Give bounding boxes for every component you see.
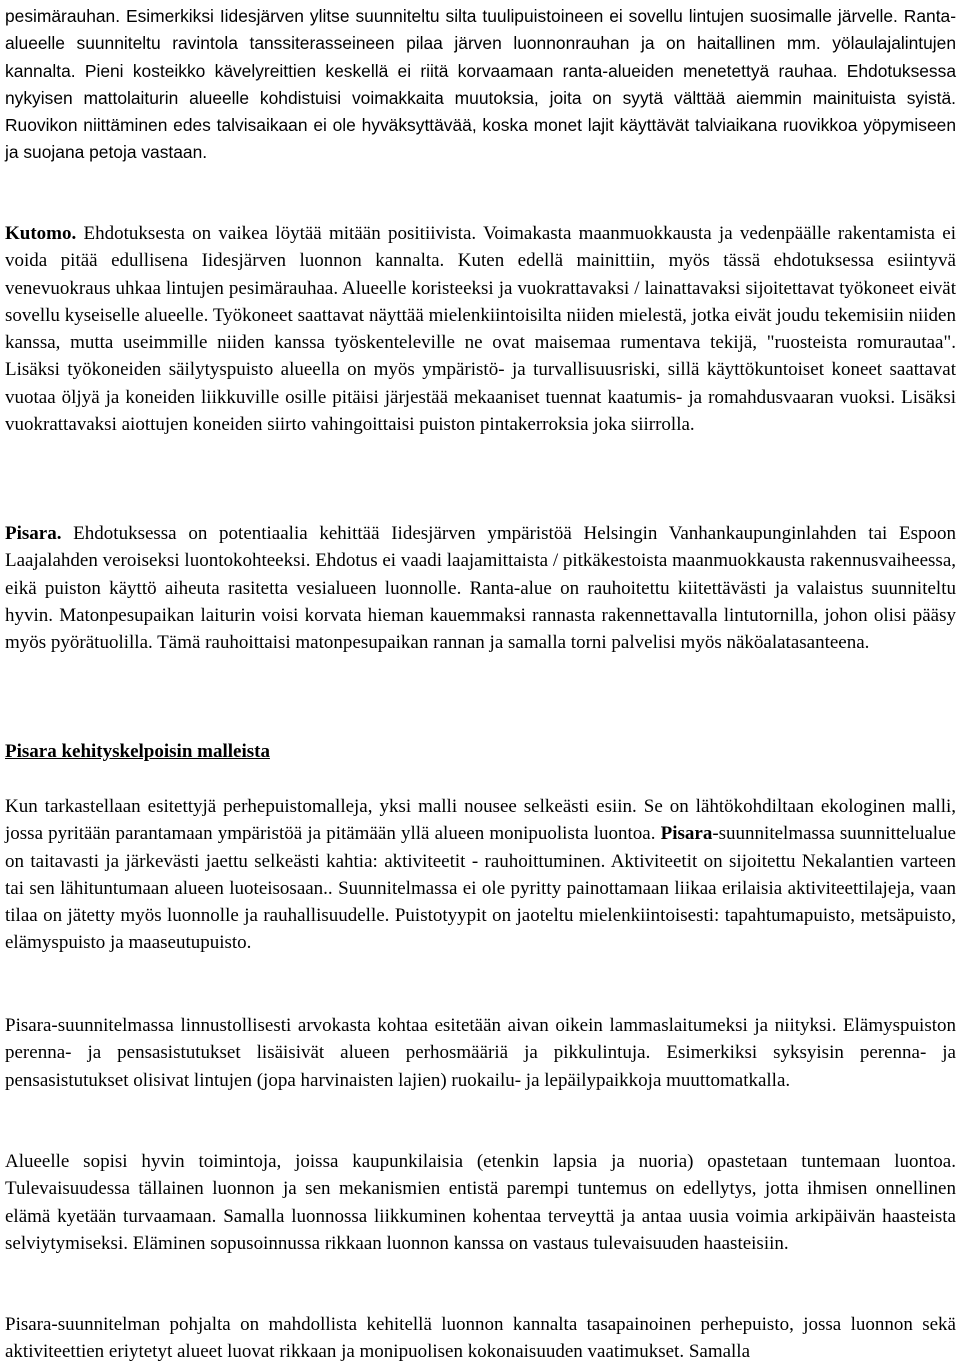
kutomo-text: Ehdotuksesta on vaikea löytää mitään positiivista. Voimakasta maanmuokkausta ja vedenpäälle rakentamista ei voida pitää edullisena Iidesjärven luonnon kannalta. Kuten edellä mainittiin, myös tässä ehdotuksessa esiintyvä venevuokraus uhkaa lintujen pesimärauhaa. Alueelle koristeeksi ja vuokrattavaksi / lainattavaksi sijoitettavat työkoneet eivät sovellu kyseiselle alueelle. Työkoneet saattavat näyttää mielenkiintoisilta niiden mielestä, jotka eivät joudu tekemisiin niiden kanssa, mutta useimmille niiden kanssa työskenteleville ne ovat maisemaa rumentava tekijä, "ruosteista romurautaa". Lisäksi työkoneiden säilytyspuisto alueella on myös ympäristö- ja turvallisuusriski, sillä käyttökuntoiset koneet saattavat vuotaa öljyä ja koneiden liikkuville osille pitäisi järjestää mekaaniset tuennat kaatumis- ja romahdusvaaran vuoksi. Lisäksi vuokrattavaksi aiottujen koneiden siirto vahingoittaisi puiston pintakerroksia joka siirrolla. xyxy=(5,223,956,436)
paragraph-linnusto: Pisara-suunnitelmassa linnustollisesti arvokasta kohtaa esitetään aivan oikein lammaslaitumeksi ja niityksi. Elämyspuiston perenna- ja pensasistutukset lisäisivät alueen perhosmääriä ja pikkulintuja. Esimerkiksi syksyisin perenna- ja pensasistutukset olisivat lintujen (jopa harvinaisten lajien) ruokailu- ja lepäilypaikkoja muuttomatkalla. xyxy=(5,1015,956,1091)
pisara-lead: Pisara. xyxy=(5,523,62,544)
paragraph-kutomo xyxy=(5,220,956,438)
pisara-text: Ehdotuksessa on potentiaalia kehittää Iidesjärven ympäristöä Helsingin Vanhankaupunginlahden tai Espoon Laajalahden veroiseksi luontokohteeksi. Ehdotus ei vaadi laajamittaista / pitkäkestoista maanmuokkausta rakennusvaiheessa, eikä puiston käyttö aiheuta rasitetta vesialueen luonnolle. Ranta-alue on rauhoitettu kiitettävästi ja valaistus suunniteltu hyvin. Matonpesupaikan laiturin voisi korvata hieman kauemmaksi rannasta rakennettavalla lintutornilla, johon olisi pääsy myös pyörätuolilla. Tämä rauhoittaisi matonpesupaikan rannan ja samalla torni palvelisi myös näköalatasanteena. xyxy=(5,523,956,654)
section-heading: Pisara kehityskelpoisin malleista xyxy=(5,741,270,762)
kun-text-a: Kun tarkastellaan esitettyjä perhepuistomalleja, yksi malli nousee selkeästi esiin. Se on lähtökohdiltaan ekologinen malli, jossa pyritään parantamaan ympäristöä ja pitämään yllä alueen monipuolista luontoa. xyxy=(5,796,956,845)
kun-bold-pisara: Pisara xyxy=(660,823,713,845)
kun-text-b: -suunnitelmassa suunnittelualue on taitavasti ja järkevästi jaettu selkeästi kahtia: aktiviteetit - rauhoittuminen. Aktiviteetit on sijoitettu Nekalantien varteen tai sen lähituntumaan alueen luoteisosaan.. Suunnitelmassa ei ole pyritty painottamaan liikaa erilaisia aktiviteettilajeja, vaan tilaa on jätetty myös luonnolle ja rauhallisuudelle. Puistotyypit on jaoteltu mielenkiintoisesti: tapahtumapuisto, metsäpuisto, elämyspuisto ja maaseutupuisto. xyxy=(5,823,956,954)
paragraph-pisara xyxy=(5,520,956,656)
paragraph-kun-tarkastellaan xyxy=(5,793,956,957)
paragraph-pohjalta: Pisara-suunnitelman pohjalta on mahdollista kehitellä luonnon kannalta tasapainoinen perhepuisto, jossa luonnon sekä aktiviteettien eriytetyt alueet luovat rikkaan ja monipuolisen kokonaisuuden vaatimukset. Samalla xyxy=(5,1314,956,1363)
paragraph-intro-continuation: pesimärauhan. Esimerkiksi Iidesjärven ylitse suunniteltu silta tuulipuistoineen ei sovellu lintujen suosimalle järvelle. Ranta-alueelle suunniteltu ravintola tanssiterasseineen pilaa järven luonnonrauhan ja on haitallinen mm. yölaulajalintujen kannalta. Pieni kosteikko kävelyreittien keskellä ei riitä korvaamaan ranta-alueiden menetettyä rauhaa. Ehdotuksessa nykyisen mattolaiturin alueelle kohdistuisi voimakkaita muutoksia, joita on syytä välttää aiemmin mainituista syistä. Ruovikon niittäminen edes talvisaikaan ei ole hyväksyttävää, koska monet lajit käyttävät talviaikana ruovikkoa yöpymiseen ja suojana petoja vastaan. xyxy=(5,6,956,163)
paragraph-alueelle: Alueelle sopisi hyvin toimintoja, joissa kaupunkilaisia (etenkin lapsia ja nuoria) opastetaan tuntemaan luontoa. Tulevaisuudessa tällainen luonnon ja sen mekanismien entistä parempi tuntemus on edellytys, jotta ihmisen onnellinen elämä kyetään turvaamaan. Samalla luonnossa liikkuminen kohentaa terveyttä ja antaa uusia voimia arkipäivän haasteista selviytymiseksi. Eläminen sopusoinnussa rikkaan luonnon kanssa on vastaus tulevaisuuden haasteisiin. xyxy=(5,1151,956,1254)
kutomo-lead: Kutomo. xyxy=(5,223,77,244)
